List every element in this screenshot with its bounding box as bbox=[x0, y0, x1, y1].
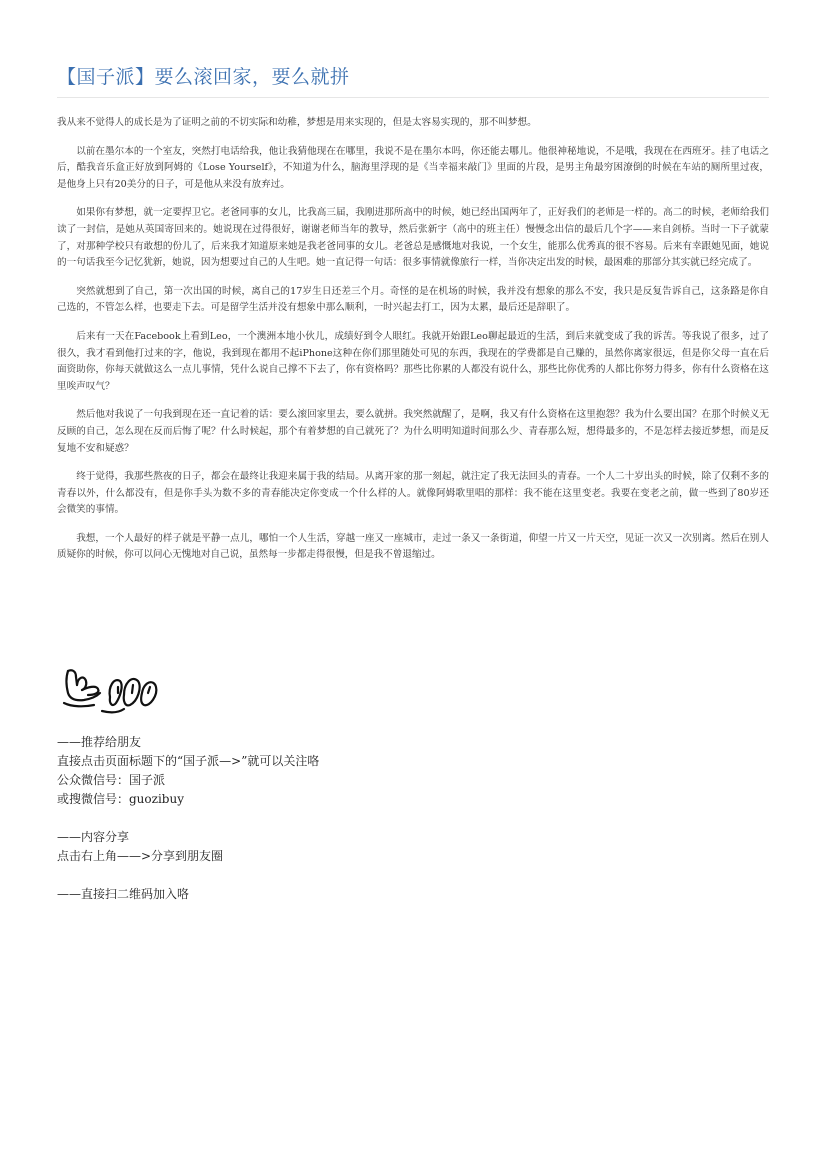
share-line: 点击右上角——>分享到朋友圈 bbox=[57, 849, 224, 863]
share-heading: ——内容分享 bbox=[57, 830, 130, 844]
recommend-line: 直接点击页面标题下的“国子派—>”就可以关注咯 bbox=[57, 754, 320, 768]
article-paragraph: 以前在墨尔本的一个室友，突然打电话给我，他让我猜他现在在哪里，我说不是在墨尔本吗，你还能去哪儿。他很神秘地说，不是哦，我现在在西班牙。挂了电话之后，酷我音乐盒正好放到阿姆的《Lose Yourself》，不知道为什么，脑海里浮现的是《当幸福来敲门》里面的片段，是男主角最穷困潦倒的时候在车站的厕所里过夜，是他身上只有20美分的日子，可是他从来没有放弃过。 bbox=[57, 145, 769, 190]
recommend-line: 或搜微信号：guozibuy bbox=[57, 792, 184, 806]
article-paragraph: 我从来不觉得人的成长是为了证明之前的不切实际和幼稚，梦想是用来实现的，但是太容易实现的，那不叫梦想。 bbox=[57, 117, 537, 128]
article-paragraph: 终于觉得，我那些熬夜的日子，都会在最终让我迎来属于我的结局。从离开家的那一刻起，就注定了我无法回头的青春。一个人二十岁出头的时候，除了仅剩不多的青春以外，什么都没有，但是你手头为数不多的青春能决定你变成一个什么样的人。就像阿姆歌里唱的那样：我不能在这里变老。我要在变老之前，做一些到了80岁还会微笑的事情。 bbox=[57, 471, 769, 516]
article-paragraph: 然后他对我说了一句我到现在还一直记着的话：要么滚回家里去，要么就拼。我突然就醒了，是啊，我又有什么资格在这里抱怨？我为什么要出国？在那个时候义无反顾的自己，怎么现在反而后悔了呢？什么时候起，那个有着梦想的自己就死了？为什么明明知道时间那么少、青春那么短，想得最多的，不是怎样去接近梦想，而是反复地不安和疑惑？ bbox=[57, 409, 769, 454]
footer-notes bbox=[57, 733, 557, 904]
recommend-line: 公众微信号：国子派 bbox=[57, 773, 166, 787]
title-divider bbox=[57, 97, 769, 98]
article-title: 【国子派】要么滚回家，要么就拼 bbox=[57, 66, 350, 88]
qr-heading: ——直接扫二维码加入咯 bbox=[57, 887, 190, 901]
article-paragraph: 突然就想到了自己，第一次出国的时候，离自己的17岁生日还差三个月。奇怪的是在机场的时候，我并没有想象的那么不安，我只是反复告诉自己，这条路是你自己选的，不管怎么样，也要走下去。可是留学生活并没有想象中那么顺利，一时兴起去打工，因为太累，最后还是辞职了。 bbox=[57, 285, 769, 314]
recommend-heading: ——推荐给朋友 bbox=[57, 735, 142, 749]
spacer bbox=[57, 866, 557, 885]
article-paragraph: 后来有一天在Facebook上看到Leo，一个澳洲本地小伙儿，成绩好到令人眼红。我就开始跟Leo聊起最近的生活，到后来就变成了我的诉苦。等我说了很多，过了很久，我才看到他打过来的字，他说，我到现在都用不起iPhone这种在你们那里随处可见的东西，我现在的学费都是自己赚的，虽然你离家很远，但是你父母一直在后面资助你，你每天就做这么一点儿事情，凭什么说自己撑不下去了，你有资格吗？那些比你累的人都没有说什么，那些比你优秀的人都比你努力得多，你有什么资格在这里唉声叹气？ bbox=[57, 330, 769, 392]
spacer bbox=[57, 809, 557, 828]
article-paragraph: 我想，一个人最好的样子就是平静一点儿，哪怕一个人生活，穿越一座又一座城市，走过一条又一条街道，仰望一片又一片天空，见证一次又一次别离。然后在别人质疑你的时候，你可以问心无愧地对自己说，虽然每一步都走得很慢，但是我不曾退缩过。 bbox=[57, 532, 769, 561]
ok-hand-cartoon-icon bbox=[58, 663, 164, 719]
article-body bbox=[57, 115, 769, 576]
article-paragraph: 如果你有梦想，就一定要捍卫它。老爸同事的女儿，比我高三届，我刚进那所高中的时候，她已经出国两年了，正好我们的老师是一样的。高二的时候，老师给我们读了一封信，是她从英国寄回来的。她说现在过得很好，谢谢老师当年的教导，然后张新宇（高中的班主任）慢慢念出信的最后几个字——来自剑桥。当时一下子就蒙了，对那种学校只有敢想的份儿了，后来我才知道原来她是我老爸同事的女儿。老爸总是感慨地对我说，一个女生，能那么优秀真的很不容易。后来有幸跟她见面，她说的一句话我至今记忆犹新，她说，因为想要过自己的人生吧。她一直记得一句话：很多事情就像旅行一样，当你决定出发的时候，最困难的那部分其实就已经完成了。 bbox=[57, 207, 769, 269]
